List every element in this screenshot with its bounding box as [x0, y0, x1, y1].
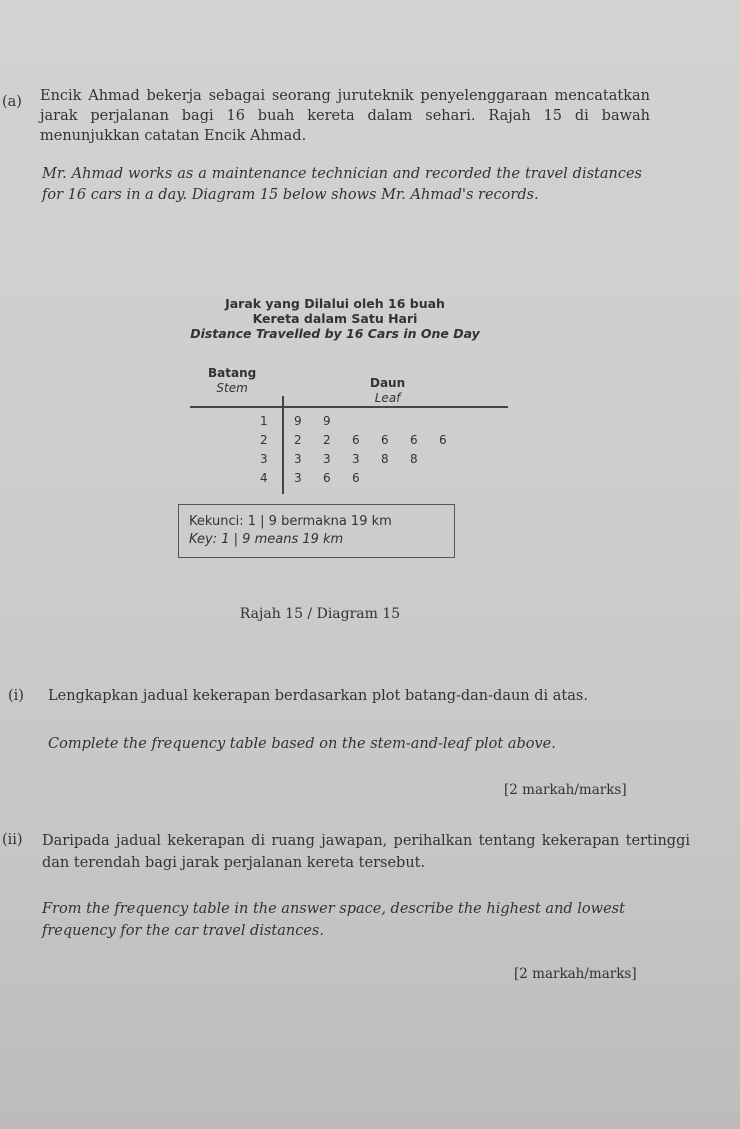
- key-english: Key: 1 | 9 means 19 km: [189, 532, 344, 547]
- key-box: [178, 504, 455, 558]
- leaf-value: 6: [352, 471, 360, 485]
- plot-row: [190, 452, 510, 470]
- part-i-label: (i): [8, 688, 24, 704]
- leaf-value: 9: [323, 414, 331, 428]
- leaf-header-malay: Daun: [370, 376, 406, 390]
- leaf-value: 3: [294, 471, 302, 485]
- plot-row: [190, 414, 510, 432]
- part-ii-malay-text: Daripada jadual kekerapan di ruang jawapan, perihalkan tentang kekerapan tertinggi dan terendah bagi jarak perjalanan kereta tersebut.: [42, 833, 690, 871]
- leaf-value: 2: [323, 433, 331, 447]
- header-divider-line: [190, 406, 508, 408]
- plot-row: [190, 433, 510, 451]
- diagram-caption: Rajah 15 / Diagram 15: [239, 606, 401, 622]
- leaf-header: [370, 376, 405, 406]
- stem-value: 3: [260, 452, 268, 466]
- part-i-marks: [2 markah/marks]: [504, 782, 627, 798]
- part-ii-label: (ii): [2, 832, 23, 848]
- stem-header-english: Stem: [216, 381, 248, 395]
- stem-header: [208, 366, 256, 396]
- stem-value: 2: [260, 433, 268, 447]
- diagram-title-malay-2: Kereta dalam Satu Hari: [252, 311, 418, 326]
- diagram-title: [150, 296, 520, 341]
- leaf-value: 3: [294, 452, 302, 466]
- question-a-english-text: Mr. Ahmad works as a maintenance technician and recorded the travel distances for 16 cars in a day. Diagram 15 below shows Mr. Ahmad's records.: [42, 166, 642, 203]
- leaf-value: 6: [323, 471, 331, 485]
- leaf-value: 6: [439, 433, 447, 447]
- stem-and-leaf-plot: [190, 366, 510, 496]
- question-a-malay-text: Encik Ahmad bekerja sebagai seorang juruteknik penyelenggaraan mencatatkan jarak perjalanan bagi 16 buah kereta dalam sehari. Rajah 15 di bawah menunjukkan catatan Encik Ahmad.: [40, 88, 650, 144]
- part-i-malay-text: Lengkapkan jadual kekerapan berdasarkan plot batang-dan-daun di atas.: [48, 688, 588, 704]
- question-a-label: (a): [2, 94, 22, 110]
- plot-row: [190, 471, 510, 489]
- leaf-value: 3: [323, 452, 331, 466]
- key-malay: Kekunci: 1 | 9 bermakna 19 km: [189, 514, 392, 529]
- leaf-value: 8: [381, 452, 389, 466]
- leaf-value: 3: [352, 452, 360, 466]
- part-ii-marks: [2 markah/marks]: [514, 966, 637, 982]
- part-ii-english-text: From the frequency table in the answer space, describe the highest and lowest frequency for the car travel distances.: [42, 901, 625, 939]
- leaf-value: 6: [352, 433, 360, 447]
- stem-header-malay: Batang: [208, 366, 257, 380]
- leaf-value: 9: [294, 414, 302, 428]
- leaf-value: 8: [410, 452, 418, 466]
- diagram-title-english: Distance Travelled by 16 Cars in One Day: [190, 326, 480, 341]
- stem-value: 1: [260, 414, 268, 428]
- diagram-title-malay-1: Jarak yang Dilalui oleh 16 buah: [225, 296, 445, 311]
- leaf-value: 6: [381, 433, 389, 447]
- leaf-value: 2: [294, 433, 302, 447]
- part-i-english-text: Complete the frequency table based on the stem-and-leaf plot above.: [48, 736, 556, 752]
- leaf-value: 6: [410, 433, 418, 447]
- stem-value: 4: [260, 471, 268, 485]
- leaf-header-english: Leaf: [374, 391, 401, 405]
